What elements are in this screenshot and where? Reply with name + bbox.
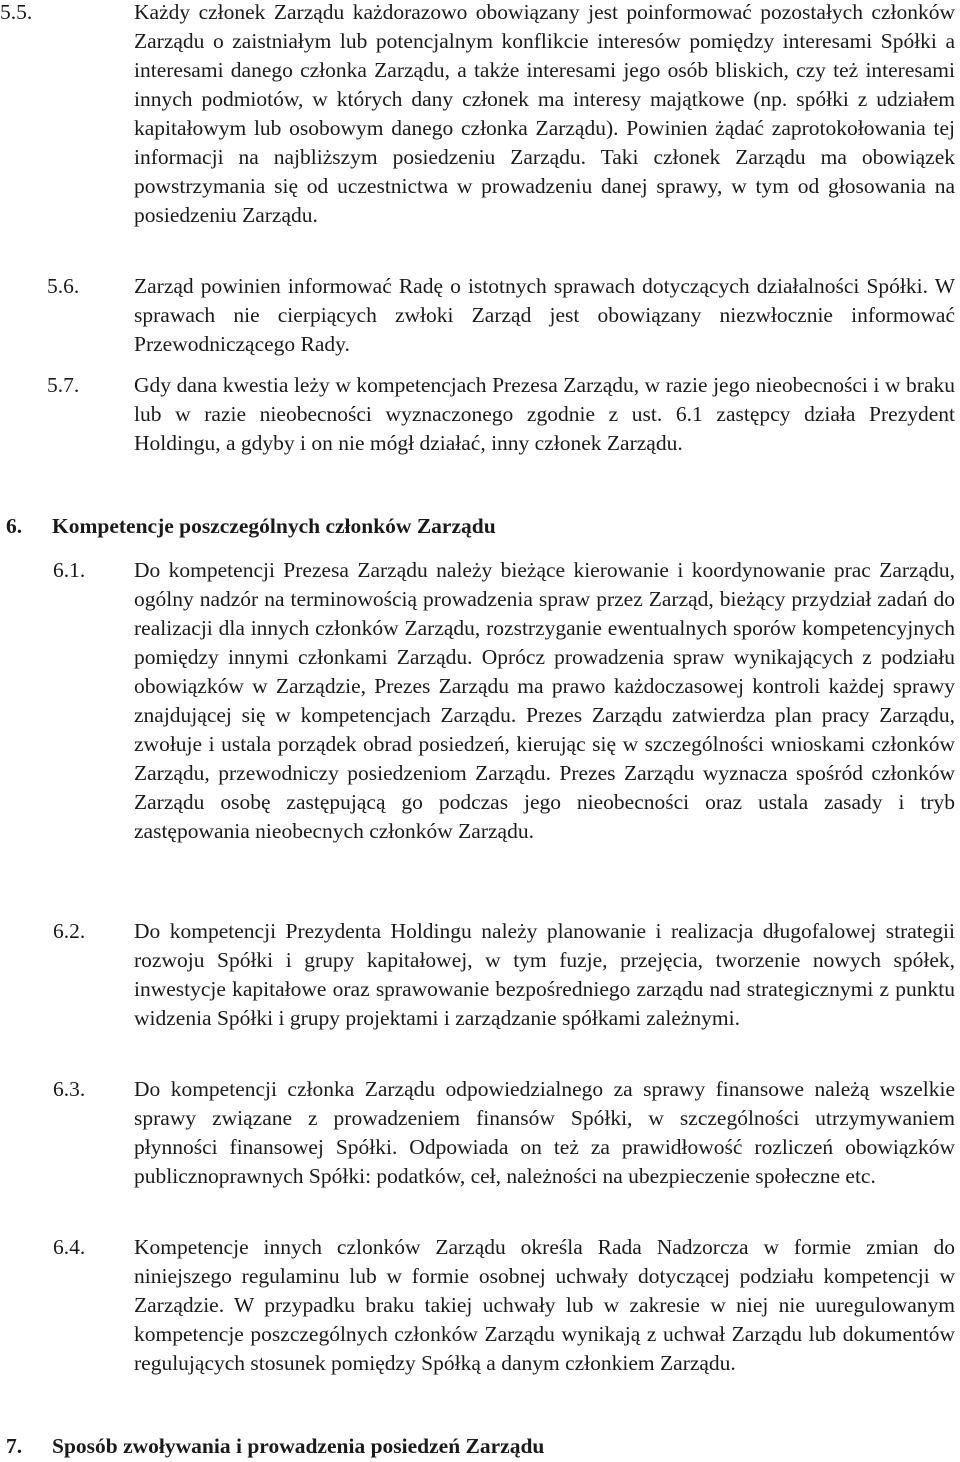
paragraph-number: 5.5. — [0, 0, 33, 24]
section-number: 6. — [6, 514, 23, 538]
paragraph-text: Każdy członek Zarządu każdorazowo obowiązany jest poinformować pozostałych członków Zarządu o zaistniałym lub potencjalnym konflikcie interesów pomiędzy interesami Spółki a interesami danego członka Zarządu, a także interesami jego osób bliskich, czy też interesami innych podmiotów, w których dany członek ma interesy majątkowe (np. spółki z udziałem kapitałowym lub osobowym danego członka Zarządu). Powinien żądać zaprotokołowania tej informacji na najbliższym posiedzeniu Zarządu. Taki członek Zarządu ma obowiązek powstrzymania się od uczestnictwa w prowadzeniu danej sprawy, w tym od głosowania na posiedzeniu Zarządu. — [134, 0, 955, 227]
paragraph-number: 6.4. — [53, 1235, 86, 1259]
paragraph-text: Zarząd powinien informować Radę o istotnych sprawach dotyczących działalności Spółki. W sprawach nie cierpiących zwłoki Zarząd jest obowiązany niezwłocznie informować Przewodniczącego Rady. — [134, 274, 955, 356]
paragraph-text: Do kompetencji Prezesa Zarządu należy bieżące kierowanie i koordynowanie prac Zarządu, ogólny nadzór na terminowością prowadzenia spraw przez Zarząd, bieżący przydział zadań do realizacji dla innych członków Zarządu, rozstrzyganie ewentualnych sporów kompetencyjnych pomiędzy innymi członkami Zarządu. Oprócz prowadzenia spraw wynikających z podziału obowiązków w Zarządzie, Prezes Zarządu ma prawo każdoczasowej kontroli każdej sprawy znajdującej się w kompetencjach Zarządu. Prezes Zarządu zatwierdza plan pracy Zarządu, zwołuje i ustala porządek obrad posiedzeń, kierując się w szczególności wnioskami członków Zarządu, przewodniczy posiedzeniom Zarządu. Prezes Zarządu wyznacza spośród członków Zarządu osobę zastępującą go podczas jego nieobecności oraz ustala zasady i tryb zastępowania nieobecnych członków Zarządu. — [134, 558, 955, 843]
section-title: Kompetencje poszczególnych członków Zarządu — [52, 514, 496, 538]
paragraph-number: 5.7. — [47, 373, 80, 397]
section-number: 7. — [6, 1434, 23, 1458]
paragraph-text: Kompetencje innych czlonków Zarządu określa Rada Nadzorcza w formie zmian do niniejszego regulaminu lub w formie osobnej uchwały dotyczącej podziału kompetencji w Zarządzie. W przypadku braku takiej uchwały lub w zakresie w niej nie uuregulowanym kompetencje poszczególnych członków Zarządu wynikają z uchwał Zarządu lub dokumentów regulujących stosunek pomiędzy Spółką a danym członkiem Zarządu. — [134, 1235, 955, 1375]
paragraph-text: Do kompetencji członka Zarządu odpowiedzialnego za sprawy finansowe należą wszelkie sprawy związane z prowadzeniem finansów Spółki, w szczególności utrzymywaniem płynności finansowej Spółki. Odpowiada on też za prawidłowość rozliczeń obowiązków publicznoprawnych Spółki: podatków, ceł, należności na ubezpieczenie społeczne etc. — [134, 1077, 955, 1188]
section-title: Sposób zwoływania i prowadzenia posiedzeń Zarządu — [52, 1434, 545, 1458]
paragraph-number: 6.1. — [53, 558, 86, 582]
paragraph-text: Do kompetencji Prezydenta Holdingu należy planowanie i realizacja długofalowej strategii rozwoju Spółki i grupy kapitałowej, w tym fuzje, przejęcia, tworzenie nowych spółek, inwestycje kapitałowe oraz sprawowanie bezpośredniego zarządu nad strategicznymi z punktu widzenia Spółki i grupy projektami i zarządzanie spółkami zależnymi. — [134, 919, 955, 1030]
paragraph-number: 6.2. — [53, 919, 86, 943]
paragraph-number: 6.3. — [53, 1077, 86, 1101]
paragraph-text: Gdy dana kwestia leży w kompetencjach Prezesa Zarządu, w razie jego nieobecności i w braku lub w razie nieobecności wyznaczonego zgodnie z ust. 6.1 zastępcy działa Prezydent Holdingu, a gdyby i on nie mógł działać, inny członek Zarządu. — [134, 373, 955, 455]
paragraph-number: 5.6. — [47, 274, 80, 298]
